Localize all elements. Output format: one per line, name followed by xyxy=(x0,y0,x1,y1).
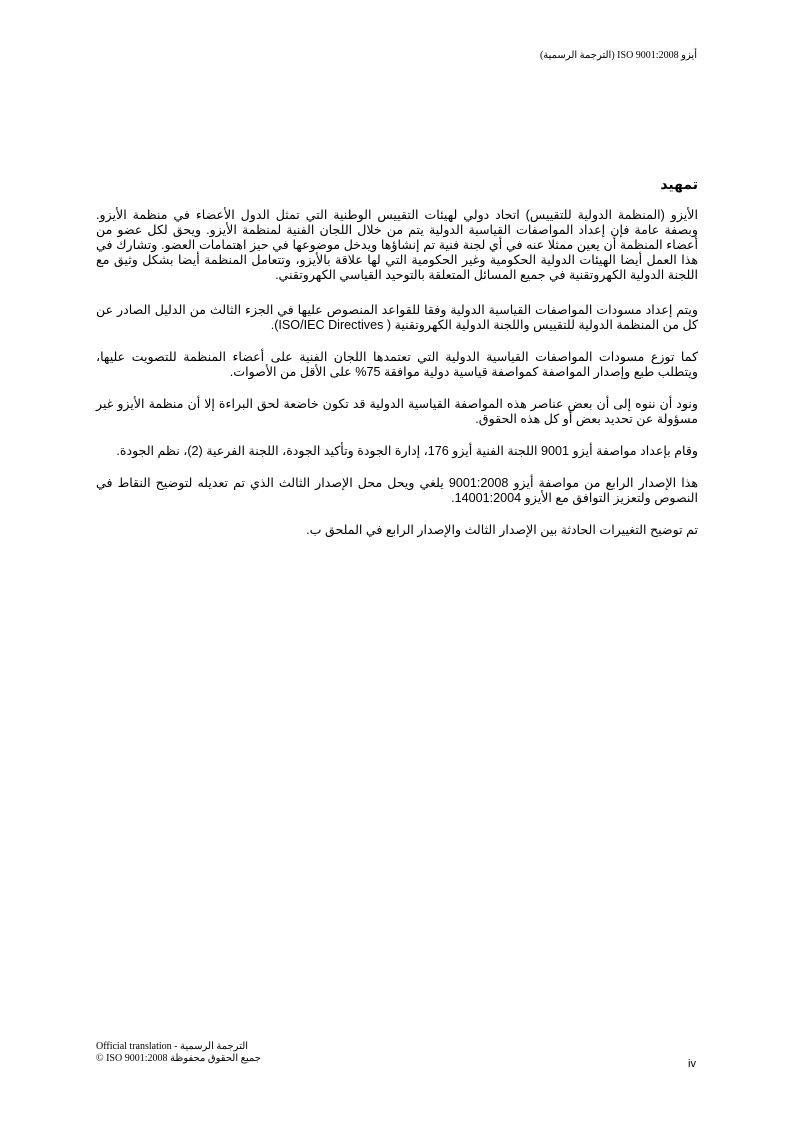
paragraph-iso-intro: الأيزو (المنظمة الدولية للتقييس) اتحاد دولي لهيئات التقييس الوطنية التي تمثل الدول الأعضاء في منظمة الأيزو. وبصفة عامة فإن إعداد المواصفات القياسية الدولية يتم من خلال اللجان الفنية لمنظمة الأيزو. ويحق لكل عضو من أعضاء المنظمة أن يعين ممثلا عنه في أي لجنة فنية تم إنشاؤها ويدخل موضوعها في حيز اهتمامات العضو. وتشارك في هذا العمل أيضا الهيئات الدولية الحكومية وغير الحكومية التي لها علاقة بالأيزو، وتتعامل المنظمة أيضا بشكل وثيق مع اللجنة الدولية الكهروتقنية في جميع المسائل المتعلقة بالتوحيد القياسي الكهروتقني. xyxy=(96,208,698,282)
paragraph-voting: كما توزع مسودات المواصفات القياسية الدولية التي تعتمدها اللجان الفنية على أعضاء المنظمة للتصويت عليها، ويتطلب طبع وإصدار المواصفة كمواصفة قياسية دولية موافقة 75% على الأقل من الأصوات. xyxy=(96,350,698,379)
running-header: أيزو ISO 9001:2008 (الترجمة الرسمية) xyxy=(539,50,697,61)
section-title: تمهيد xyxy=(660,176,698,192)
page-number: iv xyxy=(688,1058,696,1070)
document-body xyxy=(96,174,698,555)
paragraph-changes: تم توضيح التغييرات الحادثة بين الإصدار الثالث والإصدار الرابع في الملحق ب. xyxy=(306,523,698,537)
paragraph-patent-rights: ونود أن ننوه إلى أن بعض عناصر هذه المواصفة القياسية الدولية قد تكون خاضعة لحق البراءة إلا أن منظمة الأيزو غير مسؤولة عن تحديد بعض أو كل هذه الحقوق. xyxy=(96,397,698,426)
footer-copyright xyxy=(96,1041,261,1065)
footer-copyright-line: © ISO 9001:2008 جميع الحقوق محفوظة xyxy=(96,1053,261,1064)
paragraph-committee: وقام بإعداد مواصفة أيزو 9001 اللجنة الفنية أيزو 176، إدارة الجودة وتأكيد الجودة، اللجنة الفرعية (2)، نظم الجودة. xyxy=(116,444,698,458)
paragraph-edition: هذا الإصدار الرابع من مواصفة أيزو 9001:2008 يلغي ويحل محل الإصدار الثالث الذي تم تعديله لتوضيح النقاط في النصوص ولتعزيز التوافق مع الأيزو 14001:2004. xyxy=(96,476,698,505)
footer-translation-line: Official translation - الترجمة الرسمية xyxy=(96,1041,249,1052)
paragraph-drafting-rules: ويتم إعداد مسودات المواصفات القياسية الدولية وفقا للقواعد المنصوص عليها في الجزء الثالث من الدليل الصادر عن كل من المنظمة الدولية للتقييس واللجنة الدولية الكهروتقنية ( ISO/IEC Directives). xyxy=(96,303,698,332)
